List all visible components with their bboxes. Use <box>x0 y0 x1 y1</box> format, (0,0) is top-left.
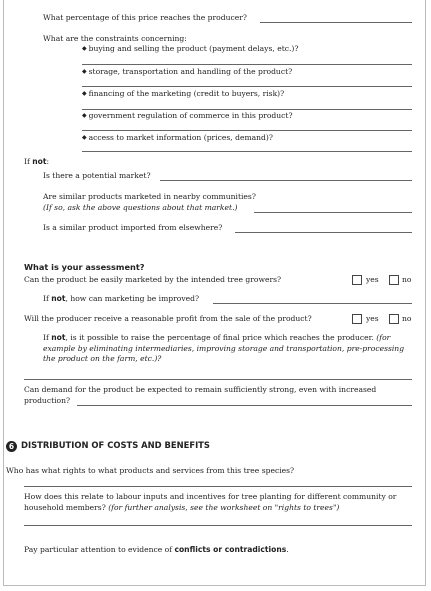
answer-line-constraint-1[interactable] <box>82 64 412 65</box>
no-checkbox-easily-marketed[interactable] <box>389 275 399 285</box>
answer-line-constraint-3[interactable] <box>82 109 412 110</box>
yes-checkbox-easily-marketed[interactable] <box>352 275 362 285</box>
constraint-item-3: ◆ financing of the marketing (credit to buyers, risk)? <box>82 89 285 98</box>
q-similar-marketed: Are similar products marketed in nearby communities? <box>43 192 256 201</box>
worksheet-page <box>3 0 426 586</box>
diamond-bullet-icon: ◆ <box>82 45 87 52</box>
q-demand: Can demand for the product be expected to remain sufficiently strong, even with increased production? <box>24 385 377 405</box>
answer-line-improve-marketing[interactable] <box>213 303 412 304</box>
answer-line-similar-marketed[interactable] <box>254 212 412 213</box>
answer-line-similar-imported[interactable] <box>235 232 412 233</box>
section-6-heading: 6 DISTRIBUTION OF COSTS AND BENEFITS <box>6 440 210 452</box>
if-not-heading: If not: <box>24 157 50 166</box>
yes-label: yes <box>366 275 379 284</box>
constraint-item-4: ◆ government regulation of commerce in this product? <box>82 111 293 120</box>
q-percentage: What percentage of this price reaches the producer? <box>43 13 247 22</box>
q-raise-percentage: If not, is it possible to raise the percentage of final price which reaches the producer. (for example by eliminating intermediaries, improving storage and transportation, pre-processing the product on the farm, etc.)? <box>43 333 405 363</box>
diamond-bullet-icon: ◆ <box>82 134 87 141</box>
q-constraints: What are the constraints concerning: <box>43 34 187 43</box>
q-labour-inputs: How does this relate to labour inputs and incentives for tree planting for different community or household members? (for further analysis, see the worksheet on "rights to trees") <box>24 492 397 512</box>
diamond-bullet-icon: ◆ <box>82 68 87 75</box>
answer-line-potential-market[interactable] <box>160 180 412 181</box>
answer-line-labour[interactable] <box>24 525 412 526</box>
section-number-badge: 6 <box>6 441 17 452</box>
q-easily-marketed: Can the product be easily marketed by the intended tree growers? <box>24 275 282 284</box>
answer-line-constraint-2[interactable] <box>82 86 412 87</box>
q-similar-imported: Is a similar product imported from elsewhere? <box>43 223 223 232</box>
assessment-heading: What is your assessment? <box>24 262 145 272</box>
q-improve-marketing: If not, how can marketing be improved? <box>43 294 200 303</box>
q-who-rights: Who has what rights to what products and services from this tree species? <box>6 466 295 475</box>
answer-line-demand[interactable] <box>77 405 412 406</box>
constraint-item-1: ◆ buying and selling the product (payment delays, etc.)? <box>82 44 299 53</box>
no-checkbox-reasonable-profit[interactable] <box>389 314 399 324</box>
q-similar-note: (If so, ask the above questions about that market.) <box>43 203 238 212</box>
yes-checkbox-reasonable-profit[interactable] <box>352 314 362 324</box>
diamond-bullet-icon: ◆ <box>82 90 87 97</box>
q-reasonable-profit: Will the producer receive a reasonable profit from the sale of the product? <box>24 314 312 323</box>
answer-line-who-rights[interactable] <box>24 486 412 487</box>
diamond-bullet-icon: ◆ <box>82 112 87 119</box>
answer-line-constraint-4[interactable] <box>82 130 412 131</box>
answer-line-percentage[interactable] <box>260 22 412 23</box>
constraint-item-5: ◆ access to market information (prices, demand)? <box>82 133 273 142</box>
answer-line-raise-percentage[interactable] <box>24 379 412 380</box>
yes-label: yes <box>366 314 379 323</box>
no-label: no <box>402 275 412 284</box>
constraint-item-2: ◆ storage, transportation and handling of the product? <box>82 67 293 76</box>
no-label: no <box>402 314 412 323</box>
answer-line-constraint-5[interactable] <box>82 151 412 152</box>
q-potential-market: Is there a potential market? <box>43 171 151 180</box>
pay-attention-note: Pay particular attention to evidence of conflicts or contradictions. <box>24 545 289 554</box>
